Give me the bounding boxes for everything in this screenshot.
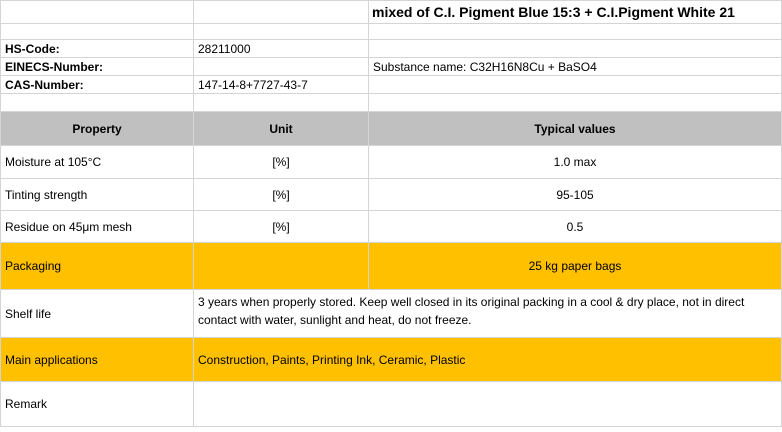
- cell-b1[interactable]: [194, 1, 369, 24]
- packaging-row: [1, 243, 782, 290]
- table-row: [1, 179, 782, 211]
- hs-code-row: [1, 40, 782, 58]
- cell-c2[interactable]: [369, 24, 782, 40]
- remark-row: [1, 382, 782, 427]
- product-title[interactable]: mixed of C.I. Pigment Blue 15:3 + C.I.Pigment White 21: [369, 1, 782, 24]
- property-cell[interactable]: Residue on 45μm mesh: [1, 211, 194, 243]
- einecs-row: [1, 58, 782, 76]
- unit-cell[interactable]: [%]: [194, 179, 369, 211]
- packaging-value[interactable]: 25 kg paper bags: [369, 243, 782, 290]
- cas-label[interactable]: CAS-Number:: [1, 76, 194, 94]
- hs-code-value[interactable]: 28211000: [194, 40, 369, 58]
- cell-c5[interactable]: [369, 76, 782, 94]
- cas-value[interactable]: 147-14-8+7727-43-7: [194, 76, 369, 94]
- einecs-value[interactable]: [194, 58, 369, 76]
- blank-row: [1, 24, 782, 40]
- cell-a1[interactable]: [1, 1, 194, 24]
- unit-cell[interactable]: [%]: [194, 211, 369, 243]
- packaging-unit[interactable]: [194, 243, 369, 290]
- cell-b2[interactable]: [194, 24, 369, 40]
- shelf-life-value[interactable]: 3 years when properly stored. Keep well closed in its original packing in a cool & dry place, not in direct contact with water, sunlight and heat, do not freeze.: [194, 290, 782, 338]
- unit-cell[interactable]: [%]: [194, 146, 369, 179]
- cell-c3[interactable]: [369, 40, 782, 58]
- packaging-label[interactable]: Packaging: [1, 243, 194, 290]
- spacer-row: [1, 94, 782, 112]
- table-header-row: [1, 112, 782, 146]
- main-applications-value[interactable]: Construction, Paints, Printing Ink, Ceramic, Plastic: [194, 338, 782, 382]
- cell-a2[interactable]: [1, 24, 194, 40]
- table-row: [1, 211, 782, 243]
- main-applications-row: [1, 338, 782, 382]
- header-typical-values[interactable]: Typical values: [369, 112, 782, 146]
- shelf-life-row: [1, 290, 782, 338]
- cell-b6[interactable]: [194, 94, 369, 112]
- main-applications-label[interactable]: Main applications: [1, 338, 194, 382]
- property-cell[interactable]: Moisture at 105°C: [1, 146, 194, 179]
- property-cell[interactable]: Tinting strength: [1, 179, 194, 211]
- table-row: [1, 146, 782, 179]
- value-cell[interactable]: 1.0 max: [369, 146, 782, 179]
- cell-a6[interactable]: [1, 94, 194, 112]
- shelf-life-label[interactable]: Shelf life: [1, 290, 194, 338]
- cas-row: [1, 76, 782, 94]
- hs-code-label[interactable]: HS-Code:: [1, 40, 194, 58]
- remark-value[interactable]: [194, 382, 782, 427]
- header-property[interactable]: Property: [1, 112, 194, 146]
- header-unit[interactable]: Unit: [194, 112, 369, 146]
- einecs-label[interactable]: EINECS-Number:: [1, 58, 194, 76]
- value-cell[interactable]: 95-105: [369, 179, 782, 211]
- value-cell[interactable]: 0.5: [369, 211, 782, 243]
- substance-name[interactable]: Substance name: C32H16N8Cu + BaSO4: [369, 58, 782, 76]
- cell-c6[interactable]: [369, 94, 782, 112]
- title-row: [1, 1, 782, 24]
- remark-label[interactable]: Remark: [1, 382, 194, 427]
